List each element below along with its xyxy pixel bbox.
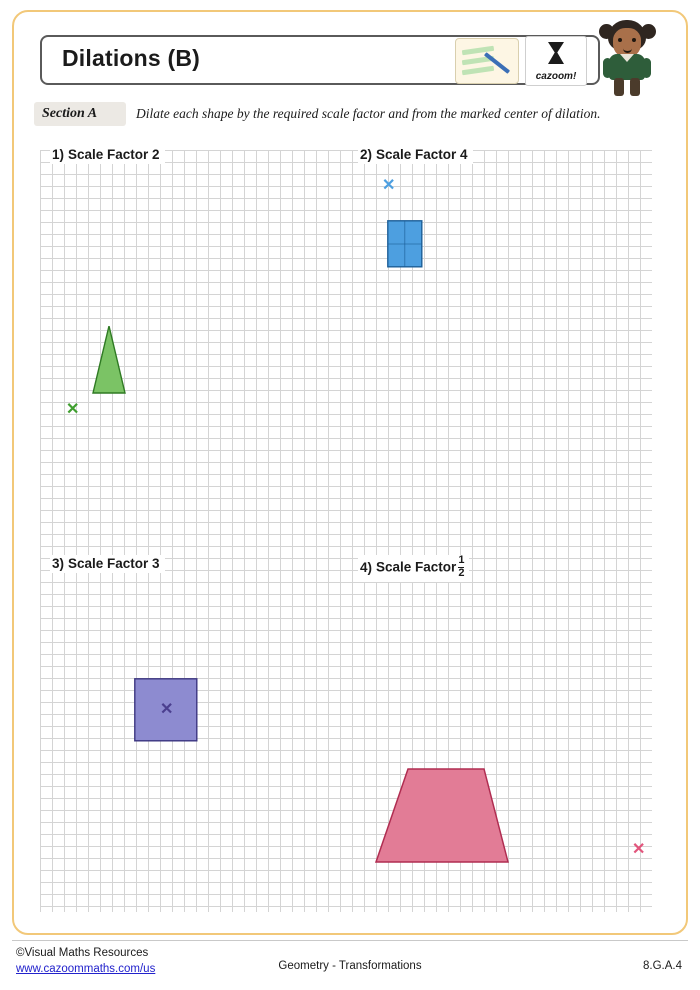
footer-divider <box>12 940 688 941</box>
cazoom-url-link[interactable]: www.cazoommaths.com/us <box>16 962 156 975</box>
section-instruction: Dilate each shape by the required scale factor and from the marked center of dilation. <box>136 106 601 121</box>
question-2-label: 2) Scale Factor 4 <box>358 146 473 164</box>
question-3-center-of-dilation: ✕ <box>160 701 174 718</box>
question-4-label: 4) Scale Factor $\frac{1}{2}$ <box>358 555 469 582</box>
footer-standard-code: 8.G.A.4 <box>643 960 682 972</box>
footer-topic: Geometry - Transformations <box>278 960 422 972</box>
worksheet-pencil-icon <box>455 38 519 84</box>
question-2-center-of-dilation: ✕ <box>382 177 396 194</box>
question-2-rectangle <box>387 220 423 268</box>
question-4-trapezoid <box>374 768 510 864</box>
section-label-text: Section A <box>42 106 98 121</box>
student-mascot <box>596 18 662 98</box>
cazoom-logo <box>525 36 587 86</box>
question-1-label: 1) Scale Factor 2 <box>50 146 165 164</box>
cazoom-wordmark: cazoom! <box>535 71 577 82</box>
scale-factor-fraction: $\frac{1}{2}$ <box>458 554 465 579</box>
section-label <box>34 102 126 126</box>
question-1-triangle <box>92 326 126 394</box>
question-3-label: 3) Scale Factor 3 <box>50 555 165 573</box>
copyright-text: ©Visual Maths Resources <box>16 947 149 959</box>
question-1-center-of-dilation: ✕ <box>66 401 80 418</box>
page-title: Dilations (B) <box>62 45 201 71</box>
question-4-center-of-dilation: ✕ <box>632 841 646 858</box>
cazoom-hourglass-icon <box>548 42 564 64</box>
worksheet-grid <box>40 147 652 912</box>
